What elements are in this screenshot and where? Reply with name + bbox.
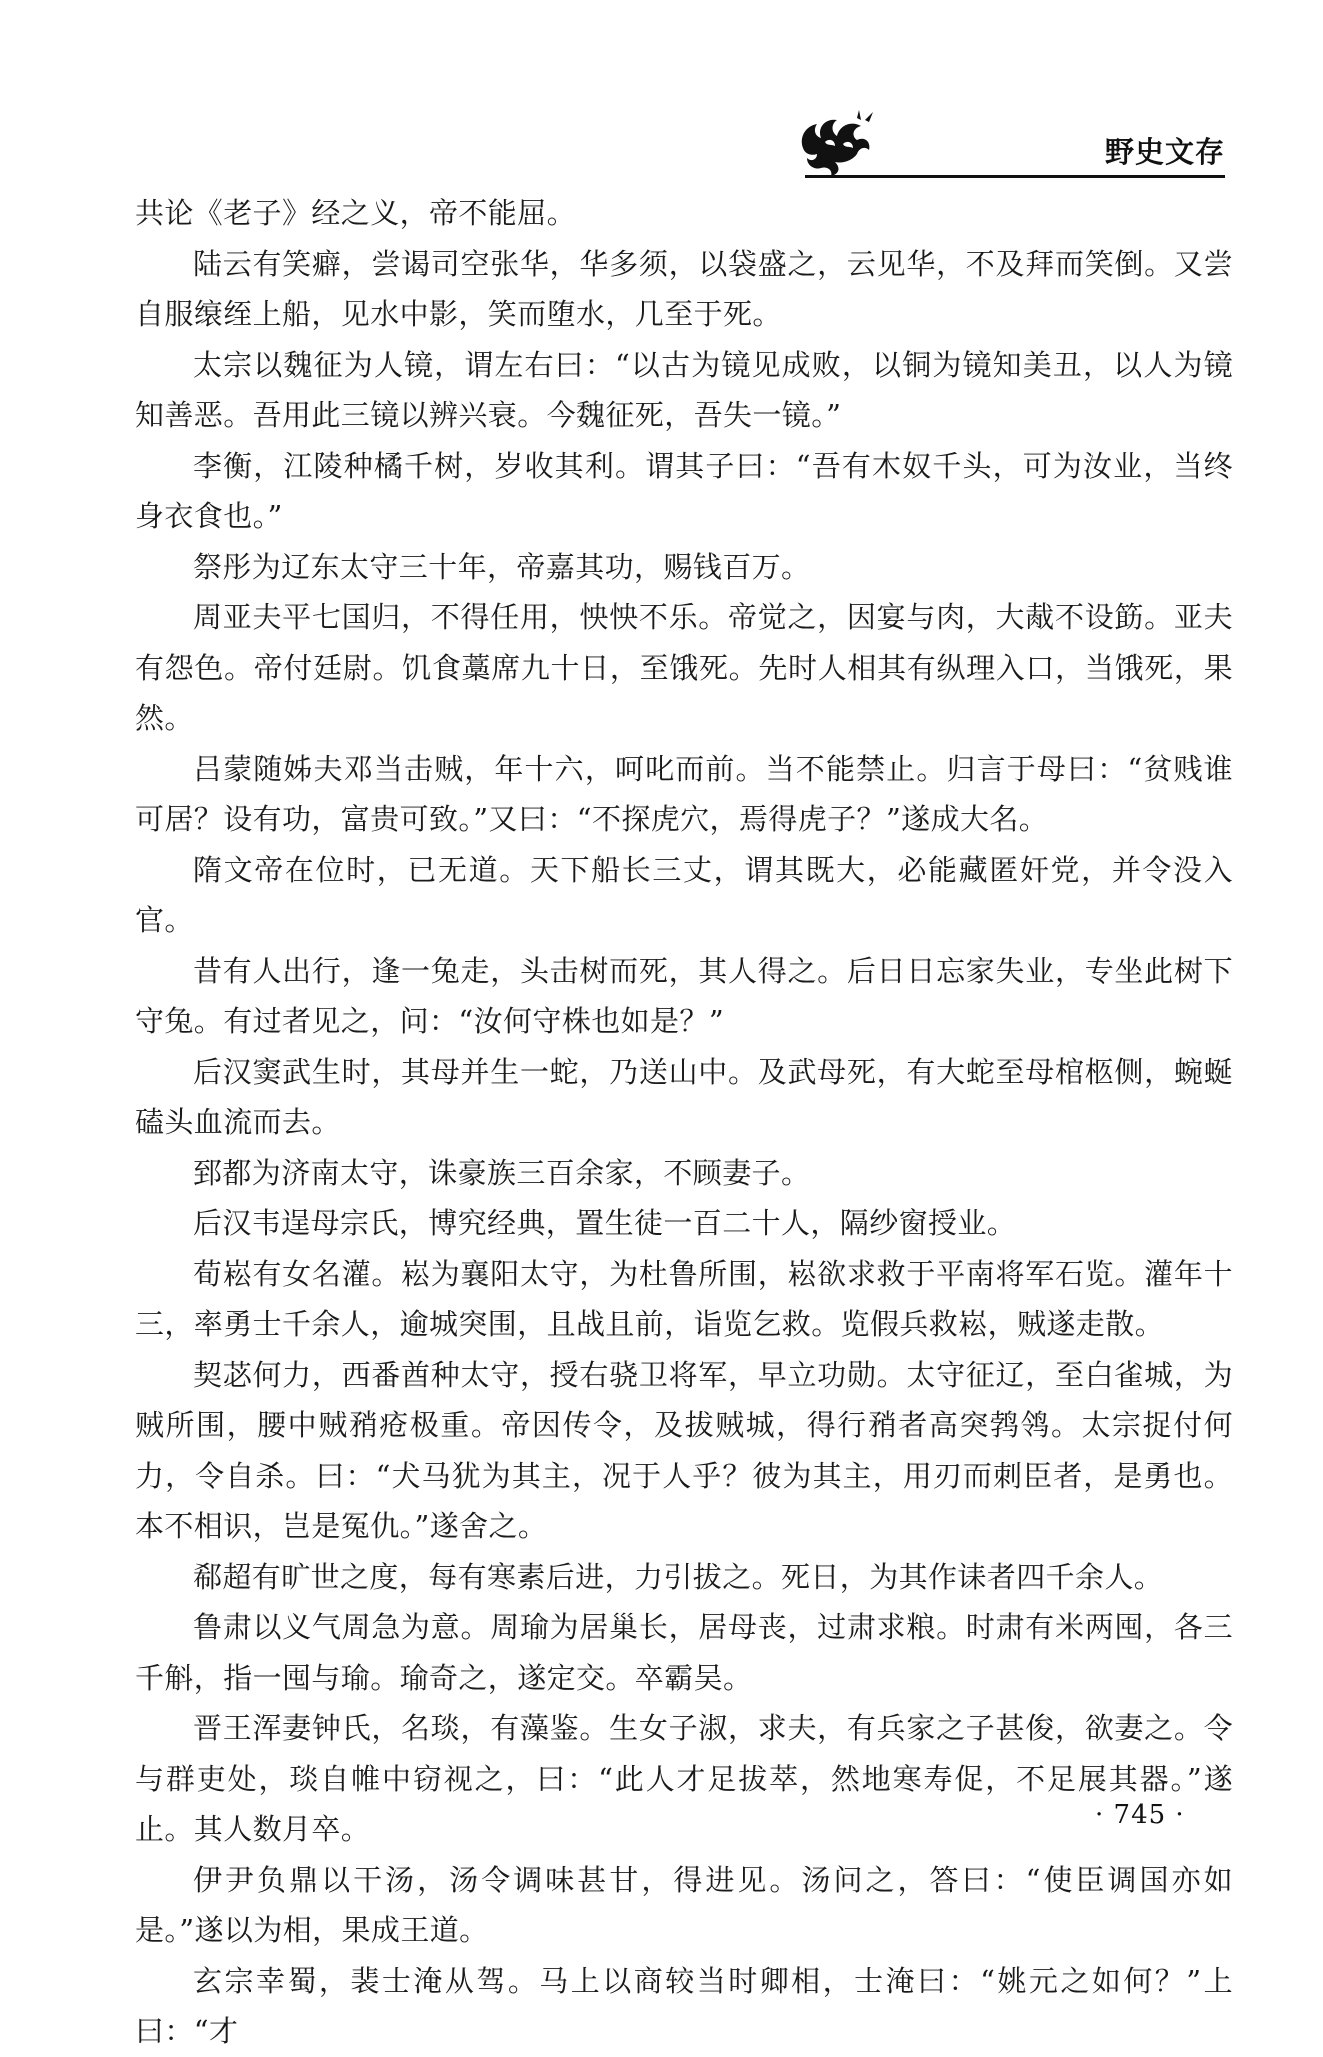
body-text — [135, 188, 1233, 2057]
paragraph: 周亚夫平七国归，不得任用，怏怏不乐。帝觉之，因宴与肉，大胾不设筯。亚夫有怨色。帝付廷尉。饥食藁席九十日，至饿死。先时人相其有纵理入口，当饿死，果然。 — [135, 600, 1233, 735]
paragraph: 玄宗幸蜀，裴士淹从驾。马上以商较当时卿相，士淹曰：“姚元之如何？”上曰：“才 — [135, 1963, 1233, 2048]
paragraph: 吕蒙随姊夫邓当击贼，年十六，呵叱而前。当不能禁止。归言于母曰：“贫贱谁可居？设有功，富贵可致。”又曰：“不探虎穴，焉得虎子？”遂成大名。 — [135, 751, 1233, 836]
page-number: · 745 · — [1095, 1800, 1185, 1830]
header-rule — [805, 175, 1225, 178]
paragraph: 祭彤为辽东太守三十年，帝嘉其功，赐钱百万。 — [193, 549, 811, 584]
paragraph: 后汉窦武生时，其母并生一蛇，乃送山中。及武母死，有大蛇至母棺柩侧，蜿蜒磕头血流而去。 — [135, 1054, 1233, 1139]
paragraph: 共论《老子》经之义，帝不能屈。 — [135, 196, 577, 230]
paragraph: 昔有人出行，逢一兔走，头击树而死，其人得之。后日日忘家失业，专坐此树下守兔。有过者见之，问：“汝何守株也如是？” — [135, 953, 1233, 1038]
paragraph: 伊尹负鼎以干汤，汤令调味甚甘，得进见。汤问之，答曰：“使臣调国亦如是。”遂以为相，果成王道。 — [135, 1862, 1233, 1947]
paragraph: 李衡，江陵种橘千树，岁收其利。谓其子曰：“吾有木奴千头，可为汝业，当终身衣食也。” — [135, 448, 1233, 533]
paragraph: 郅都为济南太守，诛豪族三百余家，不顾妻子。 — [193, 1155, 811, 1190]
paragraph: 晋王浑妻钟氏，名琰，有藻鉴。生女子淑，求夫，有兵家之子甚俊，欲妻之。令与群吏处，琰自帷中窃视之，曰：“此人才足拔萃，然地寒寿促，不足展其器。”遂止。其人数月卒。 — [135, 1711, 1233, 1846]
paragraph: 陆云有笑癖，尝谒司空张华，华多须，以袋盛之，云见华，不及拜而笑倒。又尝自服缞绖上船，见水中影，笑而堕水，几至于死。 — [135, 246, 1233, 331]
paragraph: 鲁肃以义气周急为意。周瑜为居巢长，居母丧，过肃求粮。时肃有米两囤，各三千斛，指一囤与瑜。瑜奇之，遂定交。卒霸吴。 — [135, 1610, 1233, 1695]
paragraph: 后汉韦逞母宗氏，博究经典，置生徒一百二十人，隔纱窗授业。 — [193, 1206, 1017, 1240]
paragraph: 隋文帝在位时，已无道。天下船长三丈，谓其既大，必能藏匿奸党，并令没入官。 — [135, 852, 1233, 937]
page-header — [795, 108, 1225, 180]
paragraph: 郗超有旷世之度，每有寒素后进，力引拔之。死日，为其作诔者四千余人。 — [193, 1559, 1164, 1594]
dragon-icon — [795, 108, 877, 178]
paragraph: 契苾何力，西番酋种太守，授右骁卫将军，早立功勋。太守征辽，至白雀城，为贼所围，腰中贼矟疮极重。帝因传令，及拔贼城，得行矟者高突鹁鸰。太宗捉付何力，令自杀。曰：“犬马犹为其主，况于人乎？彼为其主，用刃而刺臣者，是勇也。本不相识，岂是冤仇。”遂舍之。 — [135, 1357, 1233, 1543]
paragraph: 荀崧有女名灌。崧为襄阳太守，为杜鲁所围，崧欲求救于平南将军石览。灌年十三，率勇士千余人，逾城突围，且战且前，诣览乞救。览假兵救崧，贼遂走散。 — [135, 1256, 1233, 1341]
paragraph: 太宗以魏征为人镜，谓左右曰：“以古为镜见成败，以铜为镜知美丑，以人为镜知善恶。吾用此三镜以辨兴衰。今魏征死，吾失一镜。” — [135, 347, 1233, 432]
header-title: 野史文存 — [1104, 135, 1225, 169]
